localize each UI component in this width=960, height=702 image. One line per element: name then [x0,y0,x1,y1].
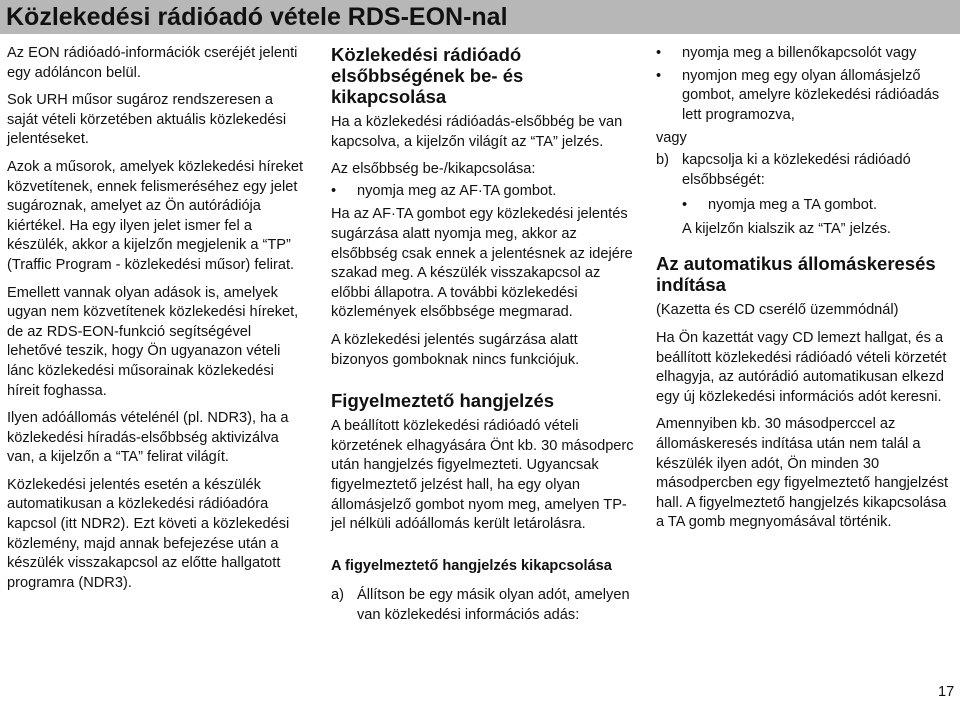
step-item [331,586,634,625]
paragraph: Ha az AF·TA gombot egy közlekedési jelentés sugárzása alatt nyomja meg, akkor az elsőbbség csak ennek a jelentésnek az idejére szakad meg. A készülék visszakapcsol az előbbi állapotra. A további közlekedési közlemények elsőbbsége megmarad. [331,206,633,321]
paragraph: Az elsőbbség be-/kikapcsolása: [331,161,536,178]
list-item-text: nyomja meg az AF·TA gombot. [357,182,557,199]
paragraph: A közlekedési jelentés sugárzása alatt bizonyos gomboknak nincs funkciójuk. [331,331,580,368]
step-label: a) [331,587,344,604]
step-item [656,151,956,190]
bullet-list [656,196,956,216]
paragraph: Sok URH műsor sugároz rendszeresen a saját vételi körzetében aktuális közlekedési jelentéseket. [7,92,287,148]
bullet-icon: • [682,197,688,214]
step-text: Állítson be egy másik olyan adót, amelyen van közlekedési információs adás: [357,587,630,623]
section-subtitle: (Kazetta és CD cserélő üzemmódnál) [656,302,899,319]
paragraph: Ha a közlekedési rádióadás-elsőbbég be van kapcsolva, a kijelzőn világít az “TA” jelzés. [331,114,623,150]
section-heading: Közlekedési rádióadó elsőbbségének be- és kikapcsolása [331,44,524,107]
note-text: A kijelzőn kialszik az “TA” jelzés. [682,220,891,237]
column-left [7,44,307,601]
section-heading: Az automatikus állomáskeresés indítása [656,253,936,296]
bullet-icon: • [656,67,662,84]
list-item-text: nyomja meg a billenőkapcsolót vagy [682,45,917,61]
step-label: b) [656,151,669,168]
list-item-text: nyomjon meg egy olyan állomásjelző gombot, amelyre közlekedési rádióadás lett programozva, [682,67,940,123]
subsection-heading: A figyelmeztető hangjelzés kikapcsolása [331,557,612,574]
column-right [656,44,956,541]
list-item [656,44,956,64]
bullet-icon: • [656,45,662,61]
paragraph: Közlekedési jelentés esetén a készülék automatikusan a közlekedési rádióadóra kapcsol (itt NDR2). Ezt követi a közlekedési közlemény, majd annak befejezése után a készülék visszakapcsol az előtte hallgatott programra (NDR3). [7,476,290,591]
page-title: Közlekedési rádióadó vétele RDS-EON-nal [0,0,960,34]
column-middle [331,44,634,631]
page-number: 17 [938,684,955,700]
list-item [656,67,956,126]
list-item-text: nyomja meg a TA gombot. [708,197,877,214]
bullet-list [656,44,956,125]
paragraph: Az EON rádióadó-információk cseréjét jelenti egy adóláncon belül. [7,45,298,81]
section-heading: Figyelmeztető hangjelzés [331,390,555,412]
bullet-list [331,182,634,202]
conjunction-text: vagy [656,130,687,147]
bullet-icon: • [331,182,337,199]
paragraph: Ha Ön kazettát vagy CD lemezt hallgat, és a beállított közlekedési rádióadó vételi körzetét elhagyja, az autórádió automatikusan elkezd egy új közlekedési információs adót keresni. [656,329,947,405]
paragraph: Ilyen adóállomás vételénél (pl. NDR3), ha a közlekedési híradás-elsőbbség aktivizálva van, a kijelzőn a “TA” felirat világít. [7,410,289,466]
paragraph: Amennyiben kb. 30 másodperccel az állomáskeresés indítása után nem talál a készülék ilyen adót, Ön minden 30 másodpercben egy figyelmeztető hangjelzést hall. A figyelmeztető hangjelzés kikapcsolása a TA gomb megnyomásával történik. [656,416,949,531]
list-item [331,182,634,202]
list-item [682,196,956,216]
paragraph: Azok a műsorok, amelyek közlekedési híreket közvetítenek, ennek felismeréséhez egy jelet sugároznak, amelyet az Ön autórádiója kiértékel. Ha egy ilyen jelet ismer fel a készülék, akkor a kijelzőn megjelenik a “TP” (Traffic Program - közlekedési műsor) felirat. [7,158,304,273]
paragraph: Emellett vannak olyan adások is, amelyek ugyan nem közvetítenek közlekedési híreket, de az RDS-EON-funkció segítségével lehetővé teszik, hogy Ön ugyanazon vételi lánc közlekedési műsorainak közlekedési híreit foghassa. [7,284,299,399]
step-text: kapcsolja ki a közlekedési rádióadó elsőbbségét: [682,151,911,188]
paragraph: A beállított közlekedési rádióadó vételi körzetének elhagyására Önt kb. 30 másodperc után hangjelzés figyelmezteti. Ugyancsak figyelmeztető jelzést hall, ha egy olyan állomásjelző gombot nyom meg, amelyen TP-jel nélküli adóállomás került letárolásra. [331,418,634,533]
